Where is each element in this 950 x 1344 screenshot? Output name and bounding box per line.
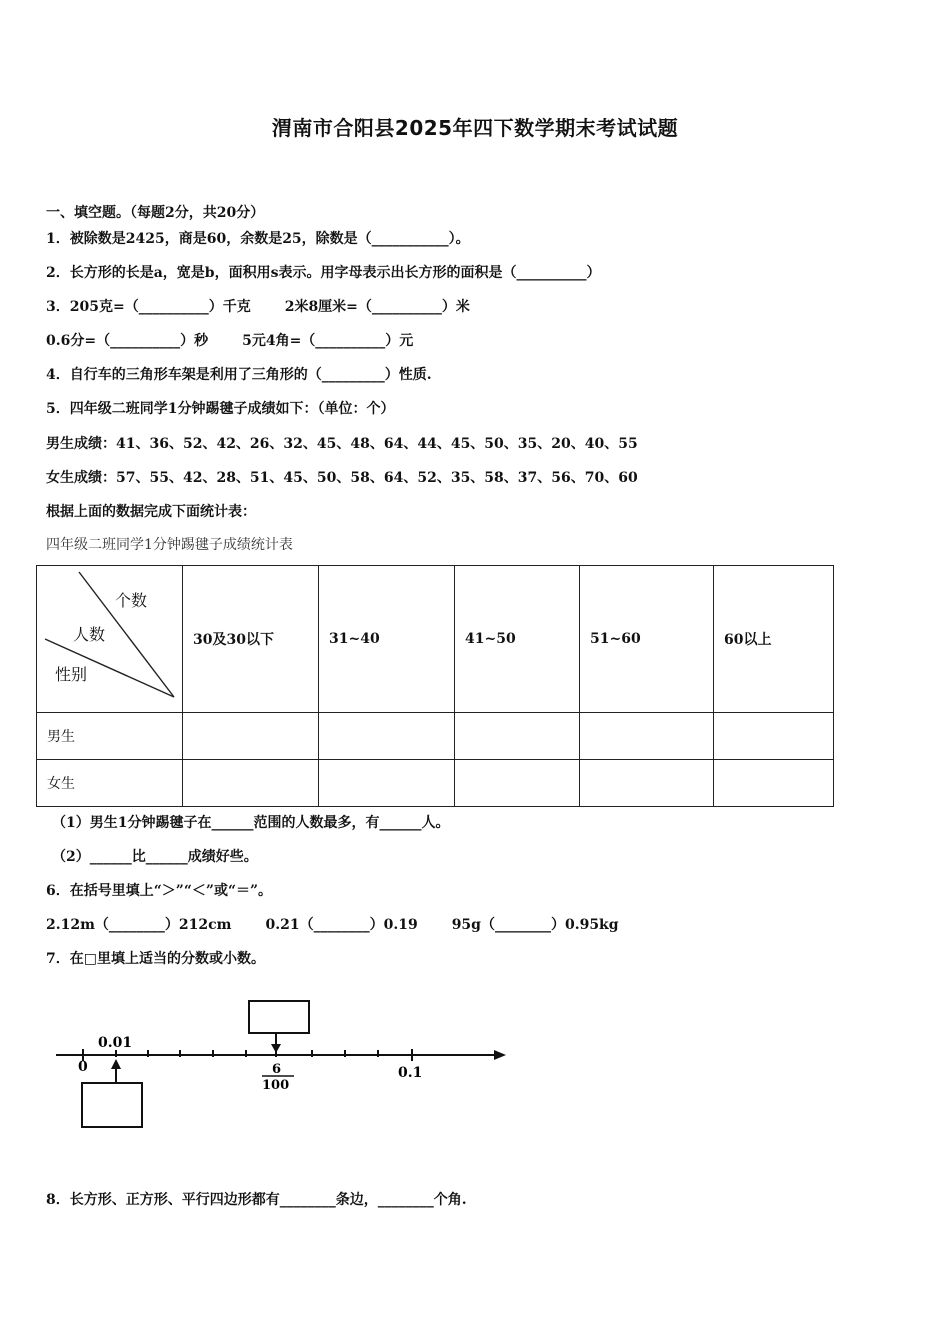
label-0-1: 0.1 <box>398 1065 423 1081</box>
answer-cell[interactable] <box>455 760 580 807</box>
label-0-01: 0.01 <box>98 1035 133 1051</box>
column-header: 60以上 <box>714 566 834 713</box>
question-5: 5．四年级二班同学1分钟踢毽子成绩如下：（单位：个） <box>46 401 395 417</box>
column-header: 51~60 <box>580 566 714 713</box>
question-6a: 2.12m（________）212cm <box>46 917 232 933</box>
column-header: 31~40 <box>319 566 455 713</box>
corner-label-people: 人数 <box>73 625 106 644</box>
answer-cell[interactable] <box>319 713 455 760</box>
stats-table <box>36 565 834 807</box>
boys-scores: 男生成绩：41、36、52、42、26、32、45、48、64、44、45、50、35、20、40、55 <box>46 436 638 452</box>
axis-arrow-icon <box>494 1050 506 1060</box>
table-row <box>37 713 834 760</box>
answer-box-bottom <box>82 1083 142 1127</box>
question-6: 6．在括号里填上“＞”“＜”或“＝”。 <box>46 883 273 899</box>
corner-label-count: 个数 <box>115 591 148 610</box>
table-instruction: 根据上面的数据完成下面统计表： <box>46 504 256 520</box>
girls-scores: 女生成绩：57、55、42、28、51、45、50、58、64、52、35、58、37、56、70、60 <box>46 470 638 486</box>
number-line-figure <box>50 995 520 1135</box>
question-6c: 95g（________）0.95kg <box>451 917 619 933</box>
fraction-numerator: 6 <box>272 1062 282 1077</box>
question-5-part-2: （2）______比______成绩好些。 <box>52 849 258 865</box>
answer-cell[interactable] <box>714 760 834 807</box>
question-5-part-1: （1）男生1分钟踢毽子在______范围的人数最多，有______人。 <box>52 815 450 831</box>
question-3b: 2米8厘米=（__________）米 <box>284 299 470 315</box>
page-title: 渭南市合阳县2025年四下数学期末考试试题 <box>271 116 679 140</box>
question-3d: 5元4角=（__________）元 <box>242 333 414 349</box>
question-1: 1．被除数是2425，商是60，余数是25，除数是（___________）。 <box>46 231 470 247</box>
row-label: 男生 <box>37 713 183 760</box>
question-3c: 0.6分=（__________）秒 <box>46 333 209 349</box>
question-2: 2．长方形的长是a，宽是b，面积用s表示。用字母表示出长方形的面积是（__________） <box>46 265 601 281</box>
question-8: 8．长方形、正方形、平行四边形都有________条边，________个角. <box>46 1192 467 1208</box>
arrow-up-icon <box>111 1059 121 1069</box>
fraction-denominator: 100 <box>262 1078 290 1093</box>
diagonal-header-cell <box>37 566 183 713</box>
question-6-items <box>46 914 619 934</box>
row-label: 女生 <box>37 760 183 807</box>
answer-cell[interactable] <box>580 760 714 807</box>
table-row <box>37 760 834 807</box>
question-7: 7．在□里填上适当的分数或小数。 <box>46 951 265 967</box>
answer-box-top <box>249 1001 309 1033</box>
label-0: 0 <box>78 1059 88 1075</box>
column-header: 30及30以下 <box>183 566 319 713</box>
answer-cell[interactable] <box>580 713 714 760</box>
question-3a: 3．205克=（__________）千克 <box>46 299 251 315</box>
answer-cell[interactable] <box>714 713 834 760</box>
question-3-row2 <box>46 330 413 350</box>
corner-label-gender: 性别 <box>55 665 88 684</box>
question-4: 4．自行车的三角形车架是利用了三角形的（_________）性质. <box>46 367 432 383</box>
question-3-row1 <box>46 296 470 316</box>
answer-cell[interactable] <box>183 713 319 760</box>
answer-cell[interactable] <box>455 713 580 760</box>
table-caption: 四年级二班同学1分钟踢毽子成绩统计表 <box>46 537 293 553</box>
answer-cell[interactable] <box>183 760 319 807</box>
table-header-row <box>37 566 834 713</box>
column-header: 41~50 <box>455 566 580 713</box>
diagonal-lines <box>37 566 183 712</box>
section-heading: 一、填空题。（每题2分，共20分） <box>46 205 265 221</box>
answer-cell[interactable] <box>319 760 455 807</box>
question-6b: 0.21（________）0.19 <box>265 917 418 933</box>
